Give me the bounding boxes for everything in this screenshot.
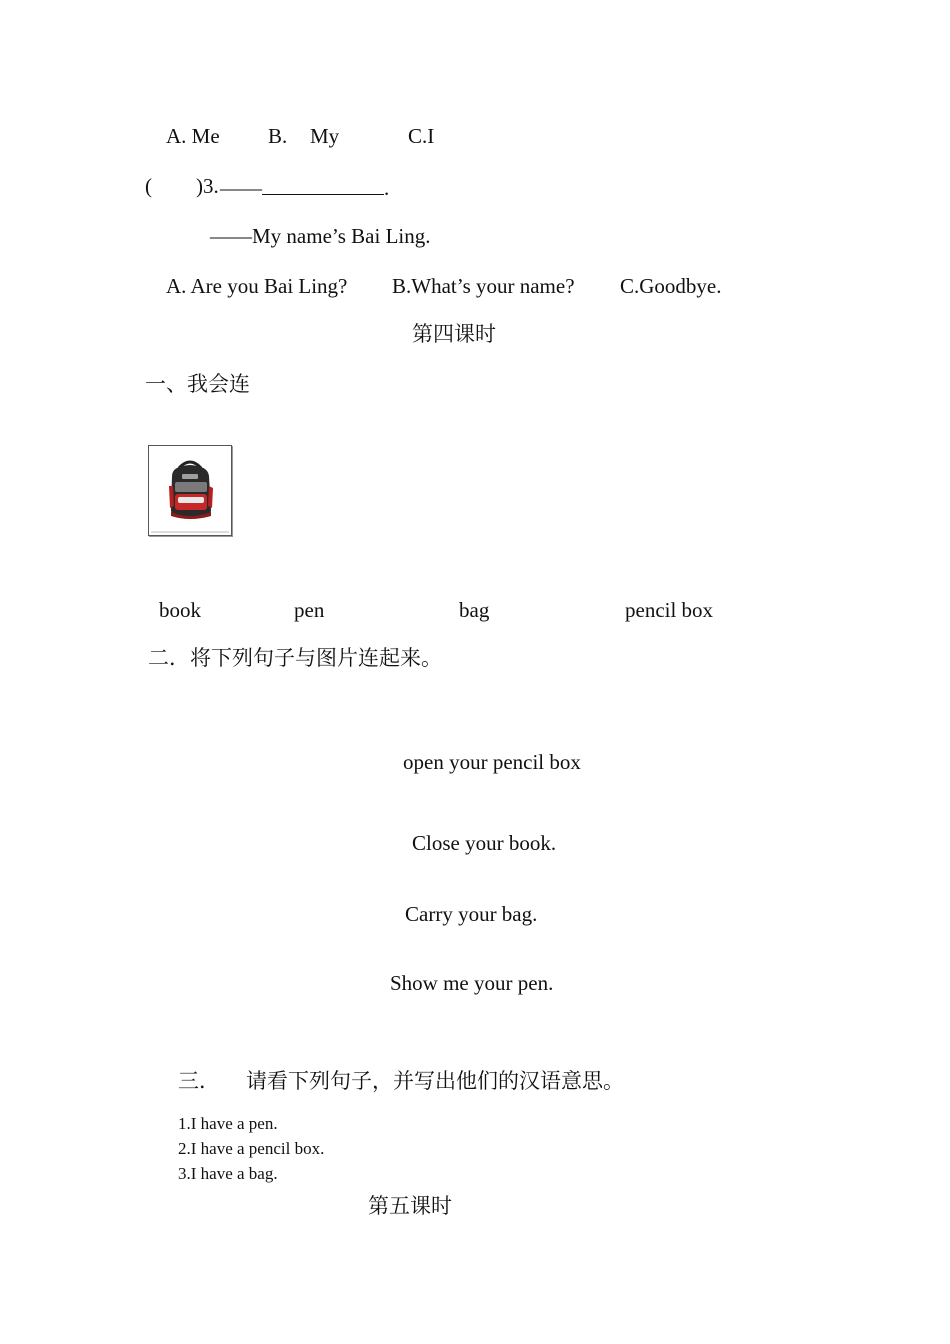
q3-number: )3. (196, 174, 219, 198)
section3-heading: 请看下列句子，并写出他们的汉语意思。 (246, 1069, 624, 1093)
q3-paren-open: ( (145, 174, 152, 198)
q2-option-b-word: My (310, 124, 340, 148)
sentence-close-book: Close your book. (412, 831, 557, 855)
word-bag: bag (459, 598, 490, 622)
q2-option-a: A. Me (166, 124, 220, 148)
sentence-open-pencil-box: open your pencil box (403, 750, 581, 774)
lesson5-title: 第五课时 (368, 1194, 452, 1218)
q3-option-c: C.Goodbye. (620, 274, 722, 298)
q2-option-b-letter: B. (268, 124, 288, 148)
q3-option-a: A. Are you Bai Ling? (166, 274, 348, 298)
word-book: book (159, 598, 201, 622)
q3-question (220, 176, 389, 199)
section3-item-1: 1.I have a pen. (178, 1114, 278, 1133)
sentence-show-pen: Show me your pen. (390, 971, 554, 995)
q3-period: . (384, 176, 390, 200)
section1-heading: 一、我会连 (145, 372, 250, 396)
section3-item-2: 2.I have a pencil box. (178, 1139, 325, 1158)
q3-dash: —— (220, 176, 262, 200)
section3-number: 三． (178, 1069, 220, 1093)
schoolbag-image (148, 445, 232, 536)
sentence-carry-bag: Carry your bag. (405, 902, 538, 926)
section2-heading: 二．将下列句子与图片连起来。 (148, 646, 442, 670)
q3-option-b: B.What’s your name? (392, 274, 575, 298)
q3-answer: ——My name’s Bai Ling. (210, 224, 431, 248)
schoolbag-icon (149, 446, 231, 535)
lesson4-title: 第四课时 (412, 322, 496, 346)
q3-blank[interactable] (262, 176, 384, 195)
section3-item-3: 3.I have a bag. (178, 1164, 278, 1183)
q2-option-c: C.I (408, 124, 435, 148)
word-pencil-box: pencil box (625, 598, 714, 622)
word-pen: pen (294, 598, 325, 622)
